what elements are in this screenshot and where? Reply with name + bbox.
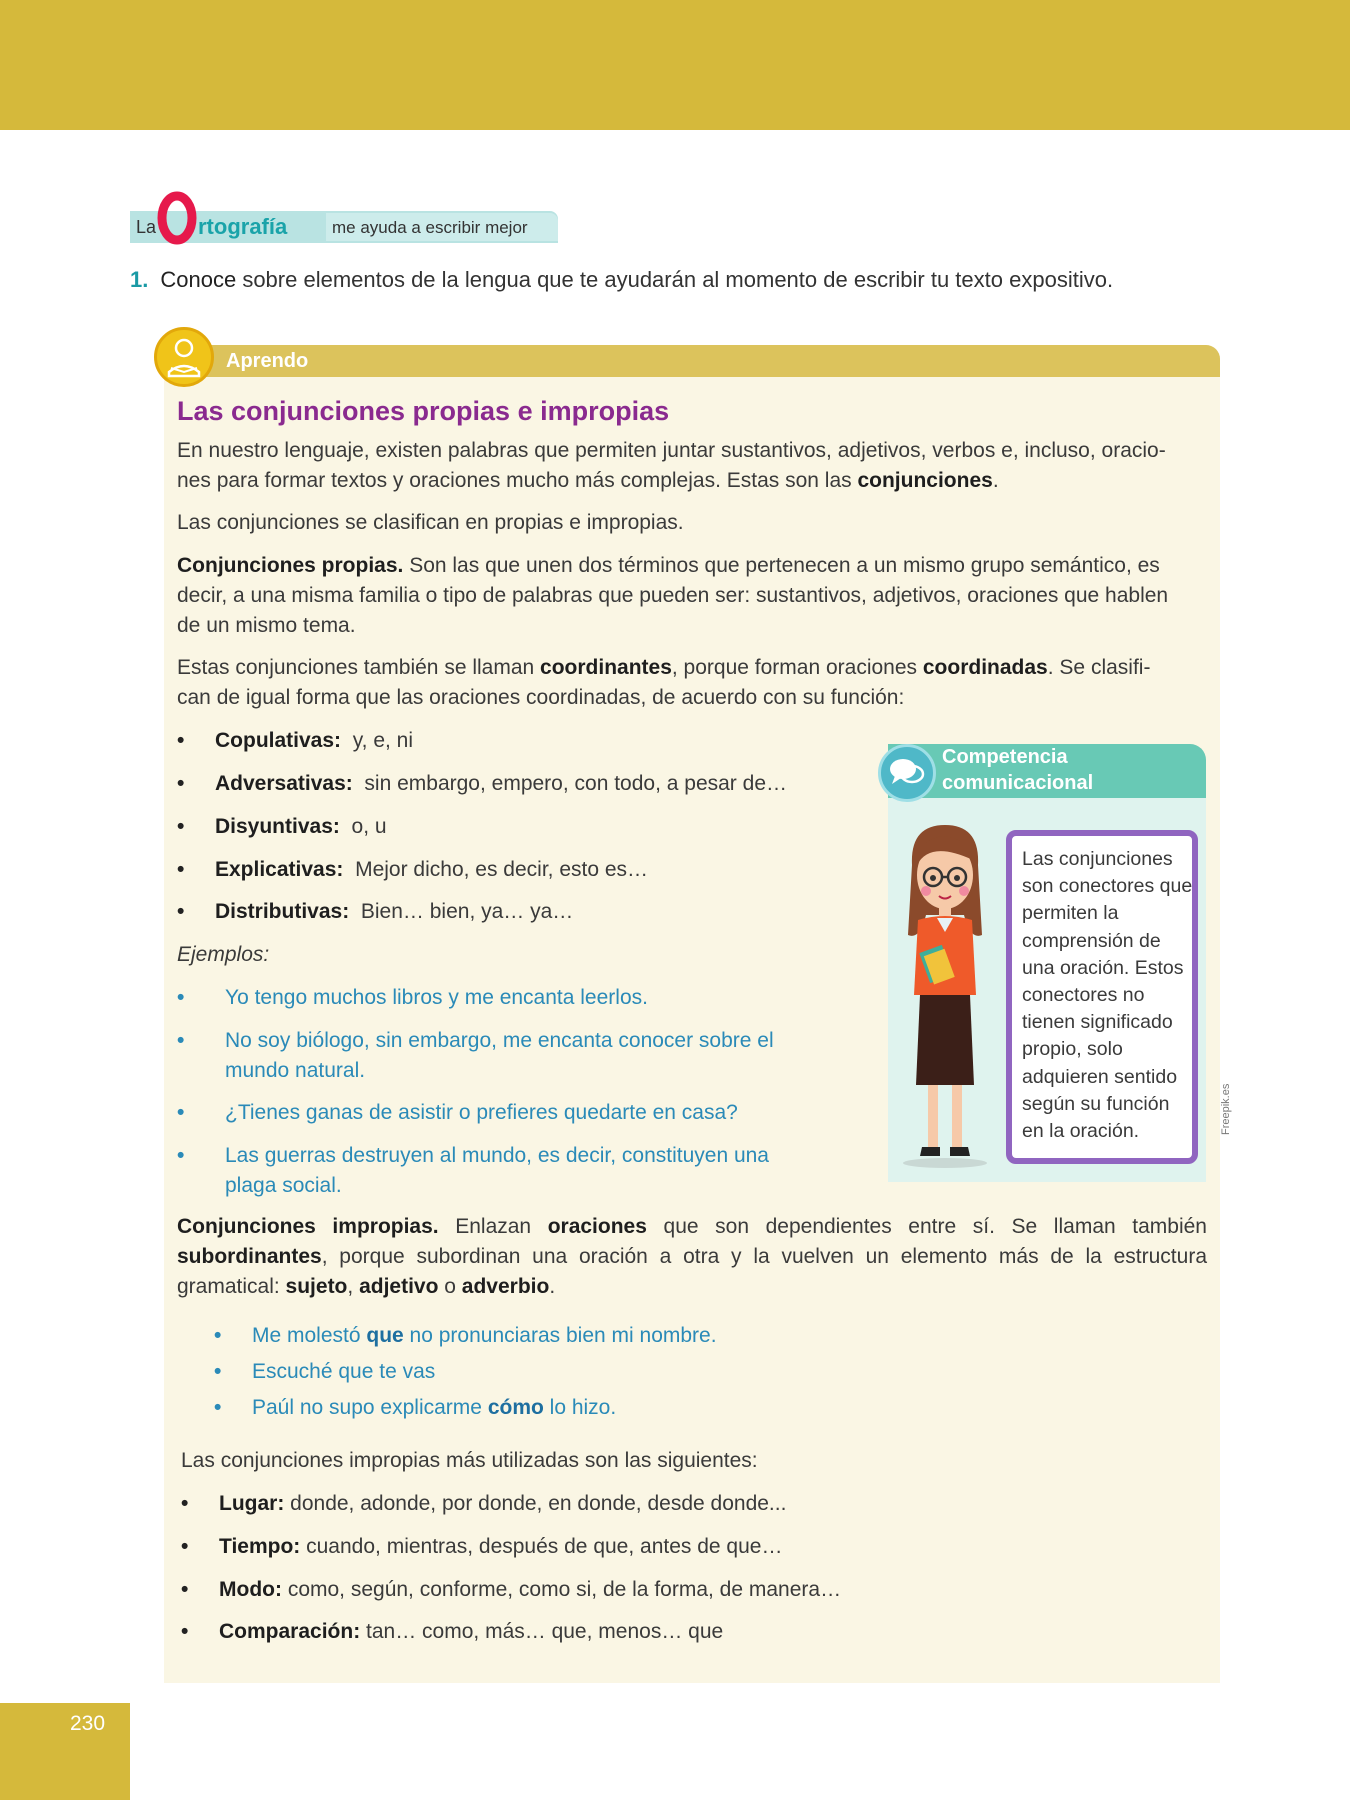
teacher-illustration xyxy=(890,820,1000,1170)
term: Modo: xyxy=(219,1578,282,1601)
coord-text-2: , porque forman oraciones xyxy=(671,656,923,679)
competencia-note-text: Las conjunciones son conectores que permiten la comprensión de una oración. Estos conectores no tienen significado propio, solo adquieren sentido según su función en la oración. xyxy=(1022,848,1193,1143)
term: Disyuntivas: xyxy=(215,815,340,838)
coord-bold-1: coordinantes xyxy=(540,656,672,679)
coord-text-3: . Se clasifi- xyxy=(1047,656,1151,679)
intro-end: . xyxy=(992,469,999,492)
list-item-text xyxy=(219,1532,782,1562)
page-number-box xyxy=(0,1703,130,1800)
term: Lugar: xyxy=(219,1492,285,1515)
examples-label: Ejemplos: xyxy=(177,943,270,966)
banner-tagline-box xyxy=(326,213,558,241)
competencia-note xyxy=(1006,830,1198,1164)
image-credit: Freepik.es xyxy=(1220,1083,1232,1135)
page-number: 230 xyxy=(70,1712,106,1735)
adjetivo-bold: adjetivo xyxy=(359,1275,439,1298)
paragraph-mas-utilizadas: Las conjunciones impropias más utilizadas son las siguientes: xyxy=(181,1449,758,1472)
example-text: plaga social. xyxy=(225,1174,342,1197)
instruction-lead: Conoce xyxy=(160,267,237,292)
competencia-box xyxy=(878,744,1206,1184)
impropias-line-1 xyxy=(177,1212,1207,1242)
term: Comparación: xyxy=(219,1620,361,1643)
bullet-icon: • xyxy=(214,1324,222,1347)
list-item-text xyxy=(219,1575,841,1605)
impropias-bold-2: oraciones xyxy=(547,1215,647,1238)
intro-bold: conjunciones xyxy=(857,469,993,492)
banner-la: La xyxy=(136,217,157,237)
bullet-icon: • xyxy=(177,1101,185,1124)
bullet-icon: • xyxy=(177,858,185,881)
paragraph-propias xyxy=(177,551,1207,641)
propias-line-1-text: Son las que unen dos términos que pertenecen a un mismo grupo semántico, es xyxy=(403,554,1160,577)
term: Tiempo: xyxy=(219,1535,301,1558)
bullet-icon: • xyxy=(181,1578,189,1601)
intro-line-2 xyxy=(177,466,1207,496)
impropias-text-1: Enlazan xyxy=(438,1215,548,1238)
bullet-icon: • xyxy=(177,1144,185,1167)
bullet-icon: • xyxy=(177,1029,185,1052)
bullet-icon: • xyxy=(181,1620,189,1643)
list-item-text xyxy=(215,812,387,842)
pre: Escuché que te vas xyxy=(252,1360,436,1383)
sujeto-bold: sujeto xyxy=(285,1275,348,1298)
value: Bien… bien, ya… ya… xyxy=(360,900,574,923)
coord-line-1 xyxy=(177,653,1207,683)
value: donde, adonde, por donde, en donde, desde donde... xyxy=(284,1492,787,1515)
list-item-text xyxy=(215,855,648,885)
intro-line-1: En nuestro lenguaje, existen palabras que permiten juntar sustantivos, adjetivos, verbos e, incluso, oracio- xyxy=(177,439,1166,462)
value: sin embargo, empero, con todo, a pesar de… xyxy=(364,772,787,795)
bullet-icon: • xyxy=(177,986,185,1009)
post: lo hizo. xyxy=(543,1396,617,1419)
aprendo-header xyxy=(164,345,1220,377)
example-text: Las guerras destruyen al mundo, es decir, constituyen una xyxy=(225,1144,769,1167)
top-color-band xyxy=(0,0,1350,130)
banner-ortografia: rtografía xyxy=(198,214,288,239)
adverbio-bold: adverbio xyxy=(461,1275,550,1298)
list-item-text xyxy=(219,1489,786,1519)
propias-bold: Conjunciones propias. xyxy=(177,554,404,577)
coord-line-2: can de igual forma que las oraciones coordinadas, de acuerdo con su función: xyxy=(177,686,905,709)
sep-1: , xyxy=(347,1275,360,1298)
propias-line-3: de un mismo tema. xyxy=(177,614,356,637)
pre: Me molestó xyxy=(252,1324,367,1347)
reader-icon xyxy=(157,330,211,384)
value: Mejor dicho, es decir, esto es… xyxy=(355,858,649,881)
banner-tagline: me ayuda a escribir mejor xyxy=(332,218,528,237)
paragraph-intro xyxy=(177,436,1207,496)
value: cuando, mientras, después de que, antes de que… xyxy=(300,1535,783,1558)
gramatical-text: gramatical: xyxy=(177,1275,286,1298)
intro-line-2-text: nes para formar textos y oraciones mucho más complejas. Estas son las xyxy=(177,469,858,492)
impropia-example-text xyxy=(252,1321,717,1351)
term: Copulativas: xyxy=(215,729,342,752)
bullet-icon: • xyxy=(177,729,185,752)
propias-line-1 xyxy=(177,551,1207,581)
example-text: No soy biólogo, sin embargo, me encanta conocer sobre el xyxy=(225,1029,774,1052)
competencia-title: Competencia comunicacional xyxy=(942,746,1094,794)
impropias-text-2: que son dependientes entre sí. Se llaman también xyxy=(646,1215,1207,1238)
big-o-letter xyxy=(156,187,198,245)
bold: cómo xyxy=(487,1396,544,1419)
example-text: Yo tengo muchos libros y me encanta leerlos. xyxy=(225,986,648,1009)
example-text: mundo natural. xyxy=(225,1059,366,1082)
pre: Paúl no supo explicarme xyxy=(252,1396,488,1419)
bullet-icon: • xyxy=(214,1396,222,1419)
impropia-example-text xyxy=(252,1393,616,1423)
section-title: Las conjunciones propias e impropias xyxy=(177,396,670,426)
impropias-text-3: , porque subordinan una oración a otra y la vuelven un elemento más de la estructura xyxy=(321,1245,1207,1268)
paragraph-impropias xyxy=(177,1212,1207,1302)
post: no pronunciaras bien mi nombre. xyxy=(403,1324,717,1347)
propias-line-2: decir, a una misma familia o tipo de palabras que pueden ser: sustantivos, adjetivos, oraciones que hablen xyxy=(177,584,1169,607)
bullet-icon: • xyxy=(181,1492,189,1515)
term: Explicativas: xyxy=(215,858,344,881)
bold: que xyxy=(366,1324,404,1347)
impropias-line-2 xyxy=(177,1242,1207,1272)
ortografia-banner xyxy=(130,211,558,243)
value: tan… como, más… que, menos… que xyxy=(360,1620,724,1643)
bullet-icon: • xyxy=(177,900,185,923)
value: o, u xyxy=(351,815,387,838)
coord-text-1: Estas conjunciones también se llaman xyxy=(177,656,541,679)
value: y, e, ni xyxy=(352,729,414,752)
instruction xyxy=(130,267,1113,293)
paragraph-coordinantes xyxy=(177,653,1207,713)
speech-bubbles-icon xyxy=(878,744,936,802)
list-item-text xyxy=(215,726,413,756)
value: como, según, conforme, como si, de la forma, de manera… xyxy=(281,1578,842,1601)
term: Distributivas: xyxy=(215,900,350,923)
bullet-icon: • xyxy=(181,1535,189,1558)
instruction-number: 1. xyxy=(130,267,149,292)
impropias-bold: Conjunciones impropias. xyxy=(177,1215,439,1238)
bullet-icon: • xyxy=(214,1360,222,1383)
sep-2: o xyxy=(438,1275,462,1298)
impropias-line-3 xyxy=(177,1272,1207,1302)
impropia-example-text xyxy=(252,1357,435,1387)
subordinantes-bold: subordinantes xyxy=(177,1245,322,1268)
end-dot: . xyxy=(549,1275,556,1298)
paragraph-clasifican: Las conjunciones se clasifican en propias e impropias. xyxy=(177,511,684,534)
reading-icon xyxy=(154,327,214,387)
list-item-text xyxy=(215,769,787,799)
bullet-icon: • xyxy=(177,772,185,795)
term: Adversativas: xyxy=(215,772,353,795)
aprendo-label: Aprendo xyxy=(226,350,309,372)
instruction-text: sobre elementos de la lengua que te ayudarán al momento de escribir tu texto expositivo. xyxy=(236,267,1114,292)
list-item-text xyxy=(219,1617,723,1647)
bullet-icon: • xyxy=(177,815,185,838)
list-item-text xyxy=(215,897,573,927)
chat-icon xyxy=(881,747,933,799)
coord-bold-2: coordinadas xyxy=(922,656,1048,679)
example-text: ¿Tienes ganas de asistir o prefieres quedarte en casa? xyxy=(225,1101,738,1124)
